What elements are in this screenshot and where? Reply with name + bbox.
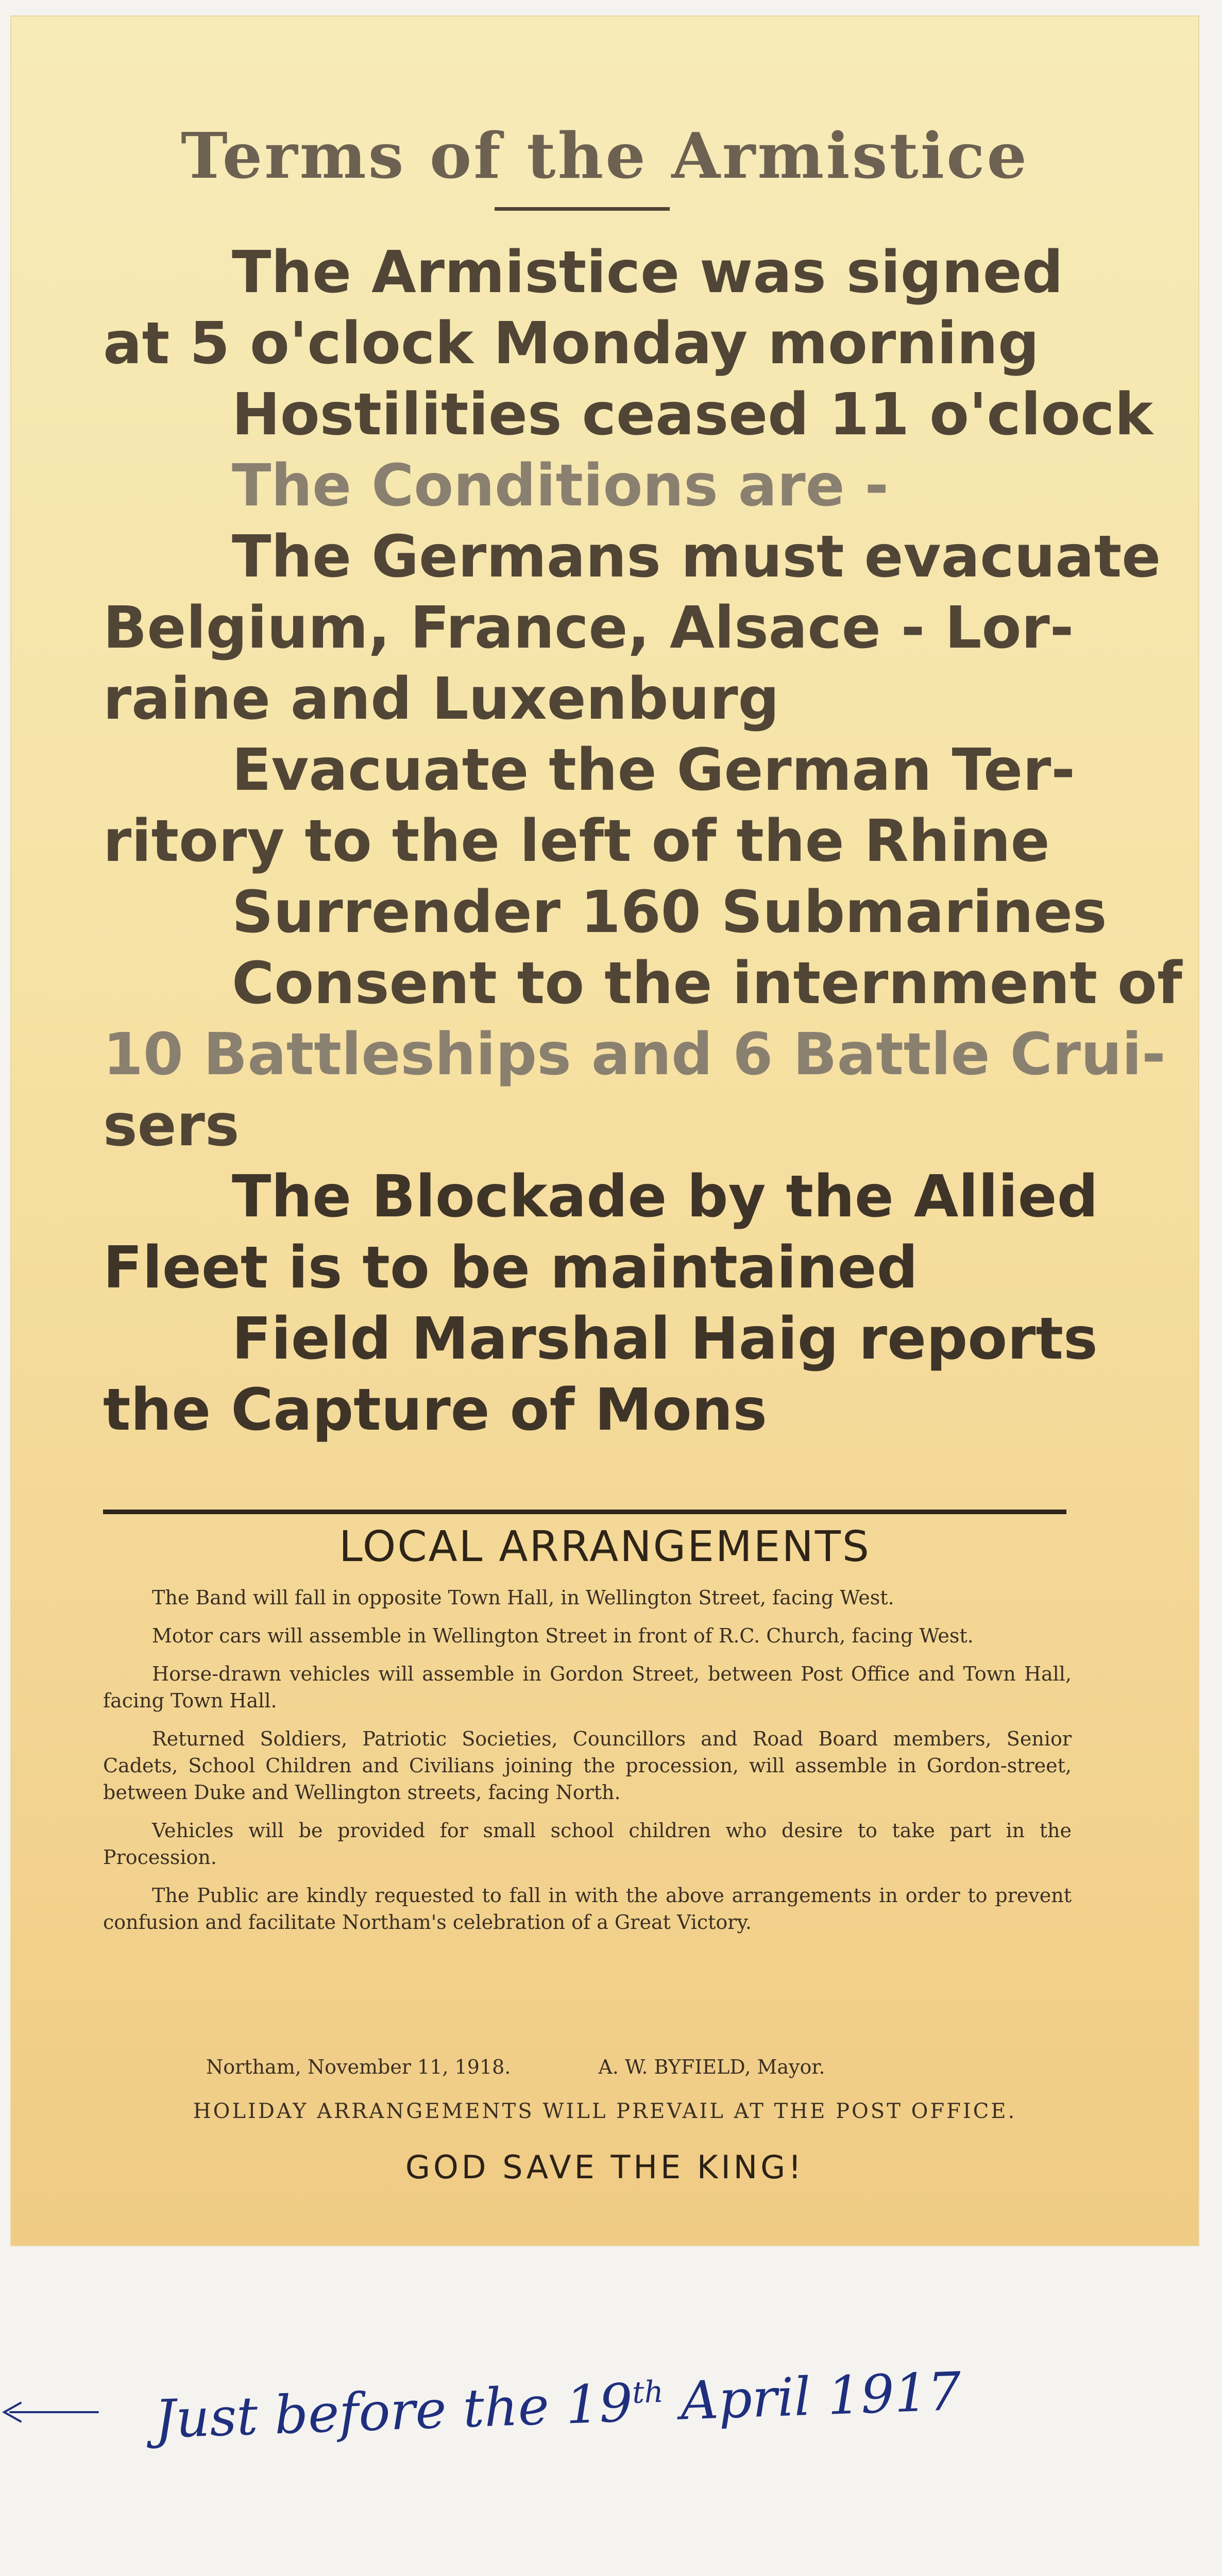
signature-line <box>206 2056 825 2078</box>
arrangement-paragraph: The Public are kindly requested to fall in with the above arrangements in order to prevent confusion and facilitate Northam's celebration of a Great Victory. <box>103 1884 1072 1934</box>
terms-line: Hostilities ceased 11 o'clock <box>232 381 1153 448</box>
terms-line: 10 Battleships and 6 Battle Crui- <box>103 1021 1166 1088</box>
mayor-signatory: A. W. BYFIELD, Mayor. <box>598 2056 825 2078</box>
terms-line: the Capture of Mons <box>103 1377 768 1444</box>
annotation-text-end: April 1917 <box>663 2361 962 2433</box>
terms-line: Consent to the internment of <box>232 950 1182 1017</box>
terms-line: Fleet is to be maintained <box>103 1234 918 1301</box>
holiday-notice: HOLIDAY ARRANGEMENTS WILL PREVAIL AT THE POST OFFICE. <box>193 2099 1017 2123</box>
arrangement-paragraph: The Band will fall in opposite Town Hall, in Wellington Street, facing West. <box>152 1586 894 1609</box>
annotation-text: Just before the 19 <box>154 2372 634 2451</box>
terms-line: The Blockade by the Allied <box>232 1163 1098 1230</box>
terms-line: Field Marshal Haig reports <box>232 1306 1098 1372</box>
local-arrangements-body <box>103 1584 1072 1947</box>
armistice-terms-text <box>103 237 1182 1446</box>
terms-line: at 5 o'clock Monday morning <box>103 310 1040 377</box>
terms-line: ritory to the left of the Rhine <box>103 808 1050 875</box>
section-divider <box>103 1510 1066 1514</box>
terms-line: The Conditions are - <box>232 452 889 519</box>
terms-line: The Armistice was signed <box>232 239 1063 306</box>
date-place: Northam, November 11, 1918. <box>206 2056 511 2078</box>
local-arrangements-heading: LOCAL ARRANGEMENTS <box>339 1522 871 1571</box>
closing-line: GOD SAVE THE KING! <box>405 2148 805 2186</box>
terms-line: Belgium, France, Alsace - Lor- <box>103 595 1074 662</box>
armistice-poster <box>10 15 1199 2246</box>
terms-line: Evacuate the German Ter- <box>232 737 1075 804</box>
terms-line: raine and Luxenburg <box>103 666 779 733</box>
poster-title: Terms of the Armistice <box>180 118 1029 193</box>
terms-line: The Germans must evacuate <box>232 523 1161 590</box>
annotation-superscript: th <box>631 2374 664 2410</box>
terms-line: Surrender 160 Submarines <box>232 879 1107 946</box>
title-underline <box>495 207 670 211</box>
arrangement-paragraph: Horse-drawn vehicles will assemble in Gordon Street, between Post Office and Town Hall, facing Town Hall. <box>103 1663 1072 1712</box>
arrangement-paragraph: Motor cars will assemble in Wellington Street in front of R.C. Church, facing West. <box>152 1624 974 1647</box>
arrangement-paragraph: Vehicles will be provided for small school children who desire to take part in the Procession. <box>103 1819 1072 1869</box>
handwritten-annotation <box>154 2361 962 2451</box>
terms-line: sers <box>103 1092 240 1159</box>
arrow-left-icon <box>0 2396 103 2427</box>
arrangement-paragraph: Returned Soldiers, Patriotic Societies, Councillors and Road Board members, Senior Cadets, School Children and Civilians joining the procession, will assemble in Gordon-street, between Duke and Wellington streets, facing North. <box>103 1727 1072 1804</box>
